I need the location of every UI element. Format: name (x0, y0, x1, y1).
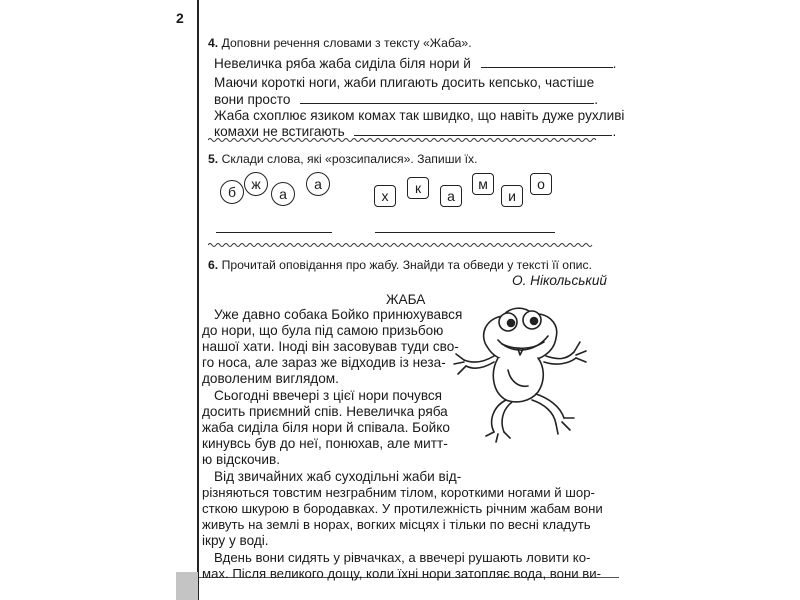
story-line: Уже давно собака Бойко принюхувався (214, 307, 463, 322)
task4-sentence-2b: вони просто . (214, 92, 598, 107)
story-line: різняються товстим незграбним тілом, короткими ногами й шор- (202, 485, 595, 500)
task4-sentence-2 (214, 75, 594, 90)
letter-square: а (440, 185, 462, 207)
letter-circle: ж (244, 172, 268, 196)
task4-sentence-2b-text: вони просто (214, 92, 291, 107)
story-line: до нори, що була під самою призьбою (202, 323, 444, 338)
task6-title (208, 258, 592, 272)
letter-square: и (501, 185, 523, 207)
task4-sentence-1: Невеличка ряба жаба сиділа біля нори й . (214, 56, 617, 71)
task4-sentence-1-text: Невеличка ряба жаба сиділа біля нори й (214, 56, 471, 71)
task4-instruction: Доповни речення словами з тексту «Жаба». (221, 36, 472, 50)
task4-sentence-3b: комахи не встигають . (214, 124, 617, 139)
story-line: нашої хати. Іноді він засовував туди сво- (202, 339, 459, 354)
separator-wavy-2 (208, 241, 608, 249)
story-line: кинувсь був до неї, понюхав, але митт- (202, 436, 448, 451)
story-line: ікру у воді. (202, 533, 269, 548)
task4-number: 4. (208, 36, 219, 50)
frog-illustration (448, 300, 593, 450)
story-line: жаба сиділа біля нори й співала. Бойко (202, 420, 450, 435)
task4-blank-2[interactable] (300, 92, 594, 104)
story-line: го носа, але зараз же відходив із неза- (202, 355, 446, 370)
letter-square: м (472, 173, 494, 195)
story-line: мах. Після великого дощу, коли їхні нори затопляє вода, вони ви- (202, 566, 602, 581)
letter-circle: а (271, 182, 295, 206)
task4-sentence-3-text: Жаба схоплює язиком комах так швидко, що навіть дуже рухливі (214, 108, 625, 123)
story-line: сткою шкурою в бородавках. У протилежність річним жабам вони (202, 501, 603, 516)
page-number: 2 (176, 10, 184, 26)
story-line: доволеним виглядом. (202, 371, 339, 386)
story-line: Сьогодні ввечері з цієї нори почувся (214, 388, 443, 403)
story-line: живуть на землі в норах, вогких місцях і тільки по весні кладуть (202, 517, 591, 532)
task4-sentence-3 (214, 108, 624, 123)
task4-blank-1[interactable] (481, 56, 613, 68)
separator-wavy-1 (208, 136, 608, 144)
answer-line-1[interactable] (216, 232, 332, 233)
task4-title (208, 36, 472, 50)
letter-circle: б (220, 180, 244, 204)
task5-instruction: Склади слова, які «розсипалися». Запиши їх. (221, 152, 478, 166)
story-line: Від звичайних жаб суходільні жаби від- (214, 469, 462, 484)
margin-line (197, 0, 199, 600)
letter-square: о (530, 173, 552, 195)
answer-line-2[interactable] (375, 232, 555, 233)
story-line: ю відскочив. (202, 452, 280, 467)
letter-circle: а (306, 172, 330, 196)
task4-sentence-3b-text: комахи не встигають (214, 124, 345, 139)
task4-blank-3[interactable] (354, 124, 612, 136)
task4-sentence-2-text: Маючи короткі ноги, жаби плигають досить кепсько, частіше (214, 75, 595, 90)
story-line: досить приємний спів. Невеличка ряба (202, 404, 448, 419)
task5-title (208, 152, 478, 166)
task6-number: 6. (208, 258, 219, 272)
story-title: ЖАБА (386, 292, 426, 307)
letter-square: к (407, 177, 429, 199)
task5-number: 5. (208, 152, 219, 166)
task6-instruction: Прочитай оповідання про жабу. Знайди та обведи у тексті її опис. (221, 258, 592, 272)
letter-square: х (374, 185, 396, 207)
page-corner-block (176, 572, 198, 600)
story-author: О. Нікольський (512, 273, 607, 288)
story-line: Вдень вони сидять у рівчачках, а ввечері рушають ловити ко- (214, 550, 591, 565)
